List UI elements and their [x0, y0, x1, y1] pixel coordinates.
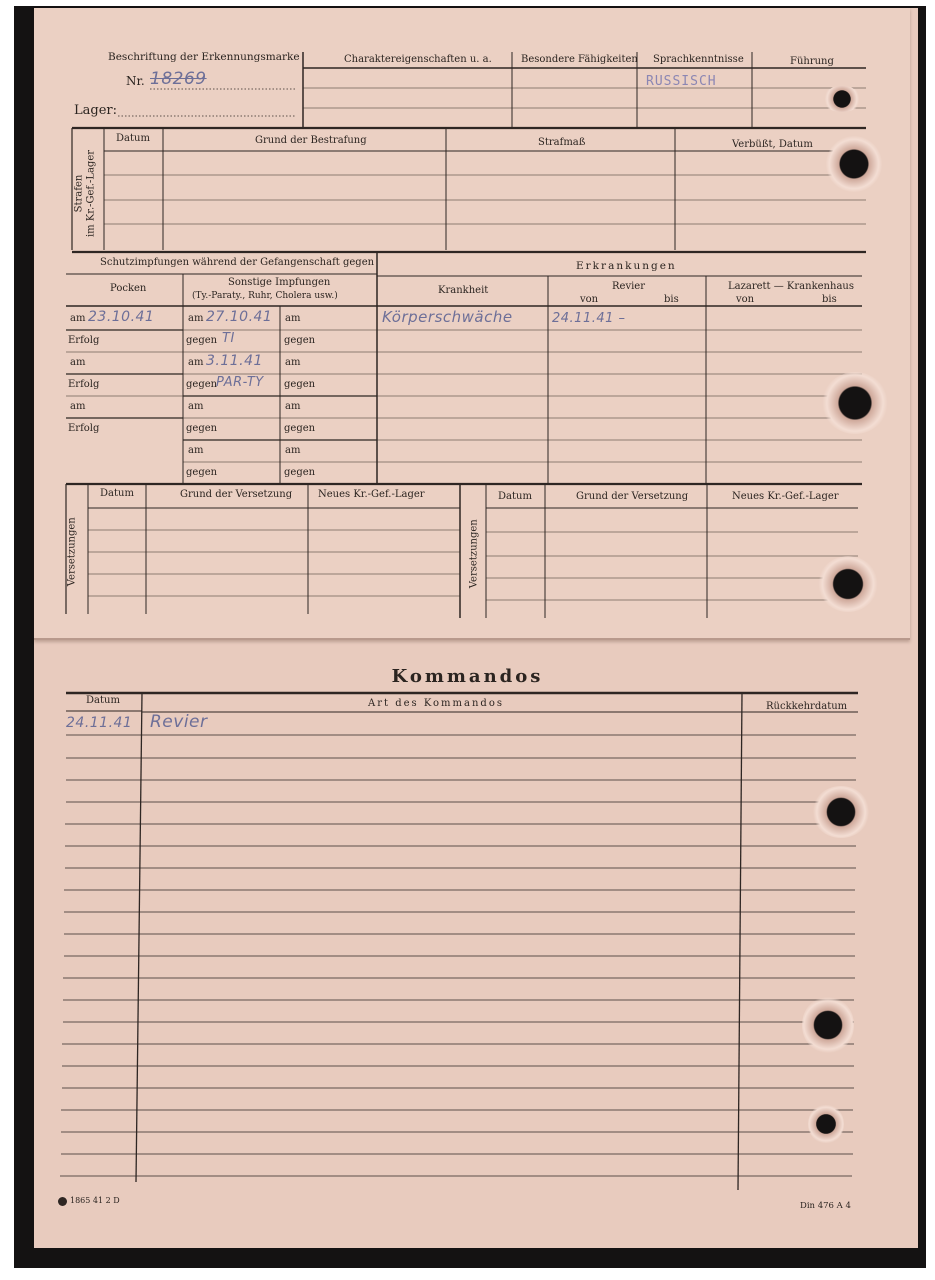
sonstige-am-2: am [188, 357, 204, 368]
strafen-side-label-1: Strafen [73, 174, 85, 213]
sonstige2-gegen-1: gegen [284, 335, 316, 346]
kommandos-entry-datum: 24.11.41 [66, 715, 133, 731]
pocken-erfolg-3: Erfolg [68, 423, 100, 434]
punch-hole [812, 786, 870, 838]
pocken-label: Pocken [110, 283, 147, 294]
lazarett-bis: bis [822, 294, 837, 305]
erkrankungen-col-lazarett: Lazarett — Krankenhaus [728, 281, 854, 292]
punch-hole [826, 136, 882, 192]
pocken-am-2: am [70, 357, 86, 368]
sonstige-date-1: 27.10.41 [206, 309, 273, 325]
faehigkeiten-label: Besondere Fähigkeiten [521, 54, 638, 65]
kommandos-title: Kommandos [391, 666, 544, 687]
versetzungen-col-datum-left: Datum [100, 488, 134, 499]
strafen-col-grund: Grund der Bestrafung [255, 135, 367, 146]
strafen-side-label [74, 149, 97, 239]
sonstige-gegen-1: gegen [186, 335, 218, 346]
punch-hole [822, 86, 862, 112]
charakter-label: Charaktereigenschaften u. a. [344, 54, 492, 65]
pocken-erfolg-2: Erfolg [68, 379, 100, 390]
strafen-col-datum: Datum [116, 133, 150, 144]
nr-value: 18269 [150, 69, 207, 89]
sonstige2-gegen-4: gegen [284, 467, 316, 478]
pocken-date-1: 23.10.41 [88, 309, 155, 325]
kommandos-col-art: Art des Kommandos [368, 698, 504, 709]
versetzungen-col-lager-left: Neues Kr.-Gef.-Lager [318, 489, 425, 500]
sonstige-gegen-3: gegen [186, 423, 218, 434]
sonstige-am-3: am [188, 401, 204, 412]
printer-mark-icon [58, 1197, 67, 1206]
versetzungen-side-label-right: Versetzungen [468, 519, 480, 589]
fuehrung-label: Führung [790, 56, 834, 67]
sonstige-label-1: Sonstige Impfungen [228, 277, 331, 288]
sonstige2-am-1: am [285, 313, 301, 324]
versetzungen-col-grund-left: Grund der Versetzung [180, 489, 293, 500]
print-code: 1865 41 2 D [70, 1196, 120, 1205]
sonstige2-gegen-3: gegen [284, 423, 316, 434]
lazarett-von: von [736, 294, 755, 305]
nr-label: Nr. [126, 74, 145, 88]
erkennungsmarke-label: Beschriftung der Erkennungsmarke [108, 51, 300, 63]
sonstige-gegen-2: gegen [186, 379, 218, 390]
sonstige2-gegen-2: gegen [284, 379, 316, 390]
sonstige2-am-2: am [285, 357, 301, 368]
erkrankungen-col-krankheit: Krankheit [438, 285, 489, 296]
sonstige-date-2: 3.11.41 [206, 353, 263, 369]
sonstige-gegen-4: gegen [186, 467, 218, 478]
form-code: Din 476 A 4 [800, 1201, 851, 1211]
impfungen-header: Schutzimpfungen während der Gefangenschaft gegen [100, 257, 375, 268]
kommandos-col-datum: Datum [86, 695, 120, 706]
sprachkenntnisse-value: RUSSISCH [646, 74, 717, 89]
versetzungen-side-label-left: Versetzungen [66, 517, 78, 587]
strafen-col-verbuesst: Verbüßt, Datum [732, 139, 813, 150]
sonstige-am-1: am [188, 313, 204, 324]
pocken-am-1: am [70, 313, 86, 324]
revier-von-value: 24.11.41 – [552, 311, 626, 326]
punch-hole [802, 996, 854, 1054]
pocken-erfolg-1: Erfolg [68, 335, 100, 346]
strafen-col-strafmass: Strafmaß [538, 137, 586, 148]
erkrankungen-col-revier: Revier [612, 281, 645, 292]
sonstige-am-4: am [188, 445, 204, 456]
sprachkenntnisse-label: Sprachkenntnisse [653, 54, 744, 65]
pocken-am-3: am [70, 401, 86, 412]
versetzungen-col-lager-right: Neues Kr.-Gef.-Lager [732, 491, 839, 502]
revier-bis: bis [664, 294, 679, 305]
strafen-side-label-2: im Kr.-Gef.-Lager [85, 149, 96, 238]
krankheit-value: Körperschwäche [382, 308, 513, 326]
versetzungen-col-grund-right: Grund der Versetzung [576, 491, 689, 502]
kommandos-entry-art: Revier [150, 712, 208, 732]
sonstige-gegen-value-1: TI [222, 331, 235, 346]
sonstige2-am-4: am [285, 445, 301, 456]
sonstige-label-2: (Ty.-Paraty., Ruhr, Cholera usw.) [192, 291, 338, 301]
kommandos-col-rueckkehr: Rückkehrdatum [766, 701, 848, 712]
punch-hole [808, 1104, 844, 1144]
erkrankungen-header: Erkrankungen [576, 260, 677, 272]
revier-von: von [580, 294, 599, 305]
lager-label: Lager: [74, 103, 117, 118]
sonstige2-am-3: am [285, 401, 301, 412]
punch-hole [818, 556, 878, 612]
punch-hole [822, 372, 888, 434]
versetzungen-col-datum-right: Datum [498, 491, 532, 502]
sonstige-gegen-value-2: PAR-TY [216, 375, 264, 390]
